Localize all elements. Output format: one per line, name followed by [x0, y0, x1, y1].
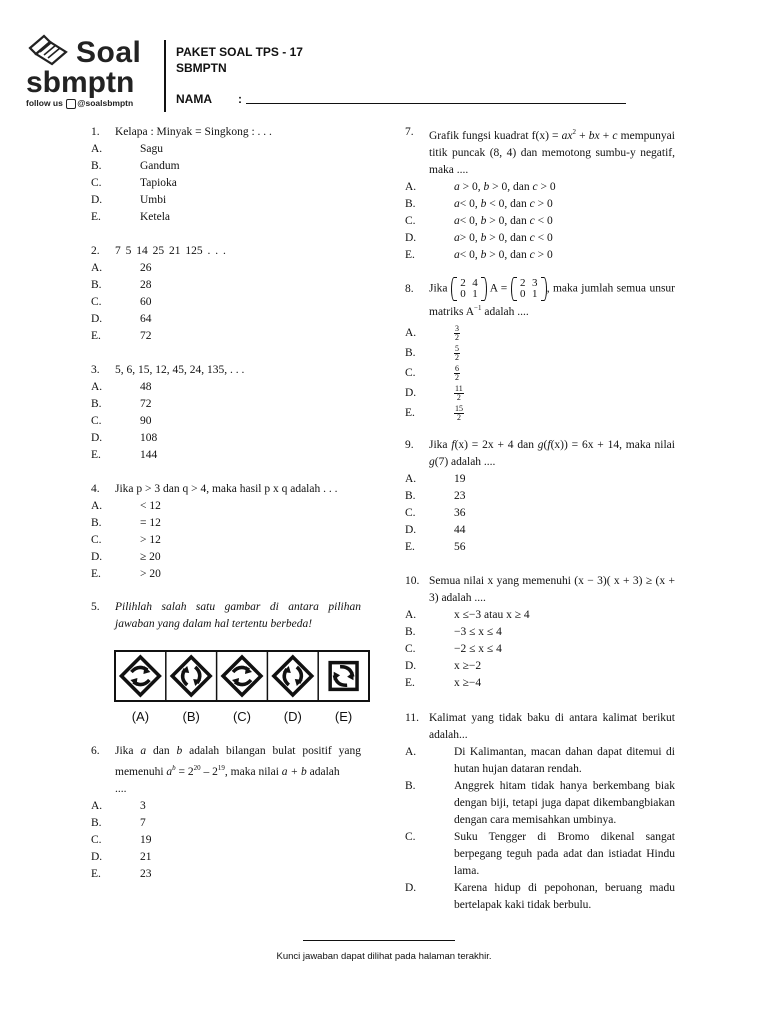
option-text: a< 0, b > 0, dan c < 0: [454, 214, 553, 227]
option-letter: C.: [405, 831, 416, 843]
question-6: [91, 743, 361, 883]
question-text: Kelapa : Minyak = Singkong : . . .: [115, 126, 272, 138]
option-letter: A.: [91, 262, 103, 274]
option-letter: E.: [91, 449, 101, 461]
question-text: Jika p > 3 dan q > 4, maka hasil p x q adalah . . .: [115, 483, 338, 495]
option-letter: D.: [405, 660, 417, 672]
question-text: Pilihlah salah satu gambar di antara pilihan jawaban yang dalam hal tertentu berbeda!: [115, 601, 361, 630]
answer-option[interactable]: [91, 532, 361, 549]
answer-option[interactable]: [405, 196, 675, 213]
option-text: 108: [140, 432, 158, 444]
answer-option[interactable]: [405, 247, 675, 264]
figure-option-label: (C): [232, 709, 252, 724]
question-number: 3.: [91, 364, 100, 376]
answer-option[interactable]: [91, 158, 361, 175]
answer-option[interactable]: [405, 624, 675, 641]
social-handle: [26, 98, 133, 109]
option-text: 72: [140, 330, 152, 342]
option-text: Di Kalimantan, macan dahan dapat ditemui di hutan hujan dataran rendah.: [454, 746, 675, 775]
follow-label: follow us: [26, 98, 63, 108]
option-letter: D.: [91, 432, 103, 444]
answer-option[interactable]: [91, 413, 361, 430]
footer-divider: [303, 940, 455, 941]
figure-option-shape: [223, 657, 261, 695]
matrix-left: 2 4 0 1: [451, 278, 487, 300]
page-title: [176, 44, 303, 76]
question-10: [405, 573, 675, 692]
answer-option[interactable]: [91, 515, 361, 532]
option-letter: D.: [91, 313, 103, 325]
option-letter: B.: [405, 346, 416, 359]
question-11: [405, 710, 675, 914]
answer-option[interactable]: [91, 815, 361, 832]
question-text: Grafik fungsi kuadrat $f(x) = ax^2$ + bx + c mempunyai titik puncak (8, 4) dan memotong sumbu-y negatif, maka ....: [429, 128, 675, 176]
question-5-figure: [114, 650, 370, 726]
option-text: 48: [140, 381, 152, 393]
question-text: Semua nilai x yang memenuhi (x − 3)( x + 3) ≥ (x + 3) adalah ....: [429, 575, 675, 604]
option-letter: C.: [91, 534, 102, 546]
question-number: 10.: [405, 575, 420, 587]
option-text: ≥ 20: [140, 551, 161, 563]
question-text: 7 5 14 25 21 125 . . .: [115, 245, 226, 257]
option-fraction: $\frac{6}{2}$: [455, 363, 459, 382]
option-letter: A.: [405, 326, 417, 339]
option-text: 19: [140, 833, 152, 846]
option-text: a > 0, b > 0, dan c > 0: [454, 180, 556, 193]
option-letter: A.: [405, 609, 417, 621]
name-colon: :: [238, 92, 242, 106]
option-text: a> 0, b > 0, dan c < 0: [454, 231, 553, 244]
answer-option[interactable]: [91, 430, 361, 447]
option-letter: C.: [405, 643, 416, 655]
footer-note: Kunci jawaban dapat dilihat pada halaman terakhir.: [276, 951, 492, 962]
option-text: a< 0, b < 0, dan c > 0: [454, 197, 553, 210]
answer-option[interactable]: [405, 343, 675, 363]
option-letter: C.: [91, 177, 102, 189]
option-text: 3: [140, 799, 146, 812]
question-number: 7.: [405, 126, 414, 138]
answer-option[interactable]: [91, 849, 361, 866]
answer-option[interactable]: [91, 866, 361, 883]
answer-option[interactable]: [405, 829, 675, 880]
option-letter: A.: [405, 180, 417, 193]
option-text: < 12: [140, 500, 161, 512]
option-text: Tapioka: [140, 177, 177, 189]
header-divider: [164, 40, 166, 112]
option-letter: B.: [91, 160, 102, 172]
answer-option[interactable]: [405, 675, 675, 692]
answer-option[interactable]: [91, 566, 361, 583]
option-text: 26: [140, 262, 152, 274]
answer-option[interactable]: [405, 383, 675, 403]
option-letter: E.: [405, 677, 415, 689]
figure-option-shape: [274, 657, 312, 695]
answer-option[interactable]: [405, 505, 675, 522]
question-4: [91, 481, 361, 583]
option-text: 23: [140, 867, 152, 880]
option-letter: D.: [91, 551, 103, 563]
question-7: [405, 124, 675, 264]
option-letter: D.: [405, 386, 417, 399]
answer-option[interactable]: [91, 498, 361, 515]
option-letter: C.: [405, 507, 416, 519]
option-letter: D.: [91, 850, 103, 863]
question-text: Jika 2 4 0 1 A = 2 3 0 1 , maka jumlah semua unsur matriks $A^{-1}$ adalah ....: [429, 277, 675, 318]
option-letter: C.: [91, 415, 102, 427]
option-letter: A.: [91, 381, 103, 393]
question-2: [91, 243, 361, 345]
option-text: > 12: [140, 534, 161, 546]
option-letter: A.: [405, 473, 417, 485]
option-letter: D.: [405, 882, 417, 894]
question-text: Kalimat yang tidak baku di antara kalimat berikut adalah...: [429, 712, 675, 741]
answer-option[interactable]: [91, 192, 361, 209]
answer-option[interactable]: [405, 744, 675, 778]
option-text: 90: [140, 415, 152, 427]
option-letter: B.: [91, 398, 102, 410]
option-letter: C.: [405, 214, 416, 227]
handle-text: @soalsbmptn: [77, 98, 134, 108]
logo-text-soal: Soal: [76, 36, 142, 69]
answer-option[interactable]: [405, 880, 675, 914]
answer-option[interactable]: [405, 179, 675, 196]
answer-option[interactable]: [91, 311, 361, 328]
option-letter: B.: [91, 279, 102, 291]
matrix-right: 2 3 0 1: [511, 278, 547, 300]
answer-option[interactable]: [91, 798, 361, 815]
question-text: Jika f(x) = 2x + 4 dan g(f(x)) = 6x + 14, maka nilai g(7) adalah ....: [429, 439, 675, 468]
option-text: x ≤−3 atau x ≥ 4: [454, 609, 530, 621]
answer-option[interactable]: [91, 141, 361, 158]
option-letter: B.: [405, 626, 416, 638]
option-text: x ≥−2: [454, 660, 482, 672]
figure-option-label: (B): [182, 709, 200, 724]
answer-option[interactable]: [91, 379, 361, 396]
books-icon: [26, 32, 70, 66]
option-letter: E.: [405, 248, 415, 261]
name-label: NAMA: [176, 92, 212, 106]
answer-option[interactable]: [405, 213, 675, 230]
answer-option[interactable]: [91, 549, 361, 566]
answer-option[interactable]: [91, 328, 361, 345]
option-letter: B.: [405, 780, 416, 792]
option-letter: C.: [91, 296, 102, 308]
answer-option[interactable]: [91, 175, 361, 192]
option-text: Ketela: [140, 211, 171, 223]
option-text: Suku Tengger di Bromo dikenal sangat berpegang teguh pada adat dan istiadat Hindu lama.: [454, 831, 675, 877]
option-fraction: $\frac{11}{2}$: [455, 383, 463, 402]
option-text: 64: [140, 313, 152, 325]
option-fraction: $\frac{3}{2}$: [455, 323, 459, 342]
question-8: [405, 278, 675, 423]
answer-option[interactable]: [405, 539, 675, 556]
option-text: 23: [454, 490, 466, 502]
figure-option-shape: [121, 657, 159, 695]
option-text: 21: [140, 850, 152, 863]
question-number: 2.: [91, 245, 100, 257]
answer-option[interactable]: [405, 641, 675, 658]
question-number: 4.: [91, 483, 100, 495]
option-letter: B.: [405, 197, 416, 210]
option-text: 36: [454, 507, 466, 519]
question-number: 6.: [91, 745, 100, 757]
answer-option[interactable]: [405, 323, 675, 343]
answer-option[interactable]: [91, 294, 361, 311]
option-text: 7: [140, 816, 146, 829]
figure-option-shape: [317, 650, 370, 703]
figure-option-label: (D): [283, 709, 302, 724]
question-number: 9.: [405, 439, 414, 451]
answer-option[interactable]: [405, 778, 675, 829]
answer-option[interactable]: [91, 832, 361, 849]
answer-option[interactable]: [405, 522, 675, 539]
option-letter: E.: [405, 406, 415, 419]
option-text: Anggrek hitam tidak hanya berkembang biak dengan biji, tetapi juga dapat dikembangbiakan dengan cara memisahkan umbinya.: [454, 780, 675, 826]
answer-option[interactable]: [405, 471, 675, 488]
answer-option[interactable]: [91, 277, 361, 294]
option-fraction: $\frac{15}{2}$: [455, 403, 463, 422]
option-letter: B.: [405, 490, 416, 502]
name-blank-line[interactable]: [246, 93, 626, 104]
question-3: [91, 362, 361, 464]
answer-option[interactable]: [405, 363, 675, 383]
option-letter: D.: [91, 194, 103, 206]
option-text: 44: [454, 524, 466, 536]
option-letter: B.: [91, 816, 102, 829]
answer-option[interactable]: [405, 488, 675, 505]
option-text: 56: [454, 541, 466, 553]
option-text: = 12: [140, 517, 161, 529]
option-text: 72: [140, 398, 152, 410]
option-letter: E.: [91, 330, 101, 342]
option-letter: C.: [405, 366, 416, 379]
name-field[interactable]: [176, 92, 626, 106]
option-text: Karena hidup di pepohonan, beruang madu bertelapak kaki tidak berbulu.: [454, 882, 675, 911]
figure-option-shape: [172, 657, 210, 695]
question-number: 5.: [91, 601, 100, 613]
option-letter: A.: [91, 143, 103, 155]
option-letter: E.: [91, 211, 101, 223]
option-text: > 20: [140, 568, 161, 580]
instagram-icon: [66, 99, 76, 109]
question-text: Jika a dan b adalah bilangan bulat positif yang memenuhi $a^b = 2^{20} - 2^{19}$, maka nilai a + b adalah ....: [115, 745, 361, 795]
question-9: [405, 437, 675, 556]
option-text: 60: [140, 296, 152, 308]
option-text: Gandum: [140, 160, 180, 172]
option-letter: E.: [405, 541, 415, 553]
option-text: 28: [140, 279, 152, 291]
option-text: 19: [454, 473, 466, 485]
question-text: 5, 6, 15, 12, 45, 24, 135, . . .: [115, 364, 245, 376]
option-text: −3 ≤ x ≤ 4: [454, 626, 502, 638]
option-text: Umbi: [140, 194, 167, 206]
logo: [24, 30, 154, 110]
answer-option[interactable]: [91, 209, 361, 226]
figure-option-label: (E): [334, 709, 353, 724]
option-text: Sagu: [140, 143, 163, 155]
answer-option[interactable]: [405, 230, 675, 247]
option-letter: D.: [405, 231, 417, 244]
option-letter: A.: [91, 500, 103, 512]
option-letter: B.: [91, 517, 102, 529]
option-text: −2 ≤ x ≤ 4: [454, 643, 502, 655]
answer-option[interactable]: [405, 403, 675, 423]
title-line-1: PAKET SOAL TPS - 17: [176, 45, 303, 59]
figure-option-label: (A): [131, 709, 150, 724]
question-number: 1.: [91, 126, 100, 138]
option-letter: A.: [405, 746, 417, 758]
option-text: a< 0, b > 0, dan c > 0: [454, 248, 553, 261]
question-1: [91, 124, 361, 226]
title-line-2: SBMPTN: [176, 61, 227, 75]
question-number: 11.: [405, 712, 419, 724]
option-fraction: $\frac{5}{2}$: [455, 343, 459, 362]
answer-option[interactable]: [91, 396, 361, 413]
option-text: 144: [140, 449, 158, 461]
logo-text-sbmptn: sbmptn: [26, 66, 135, 99]
option-text: x ≥−4: [454, 677, 482, 689]
option-letter: A.: [91, 799, 103, 812]
answer-option[interactable]: [405, 658, 675, 675]
option-letter: C.: [91, 833, 102, 846]
option-letter: E.: [91, 867, 101, 880]
option-letter: E.: [91, 568, 101, 580]
option-letter: D.: [405, 524, 417, 536]
answer-option[interactable]: [405, 607, 675, 624]
answer-option[interactable]: [91, 447, 361, 464]
question-5: [91, 599, 361, 633]
answer-option[interactable]: [91, 260, 361, 277]
question-number: 8.: [405, 283, 414, 295]
